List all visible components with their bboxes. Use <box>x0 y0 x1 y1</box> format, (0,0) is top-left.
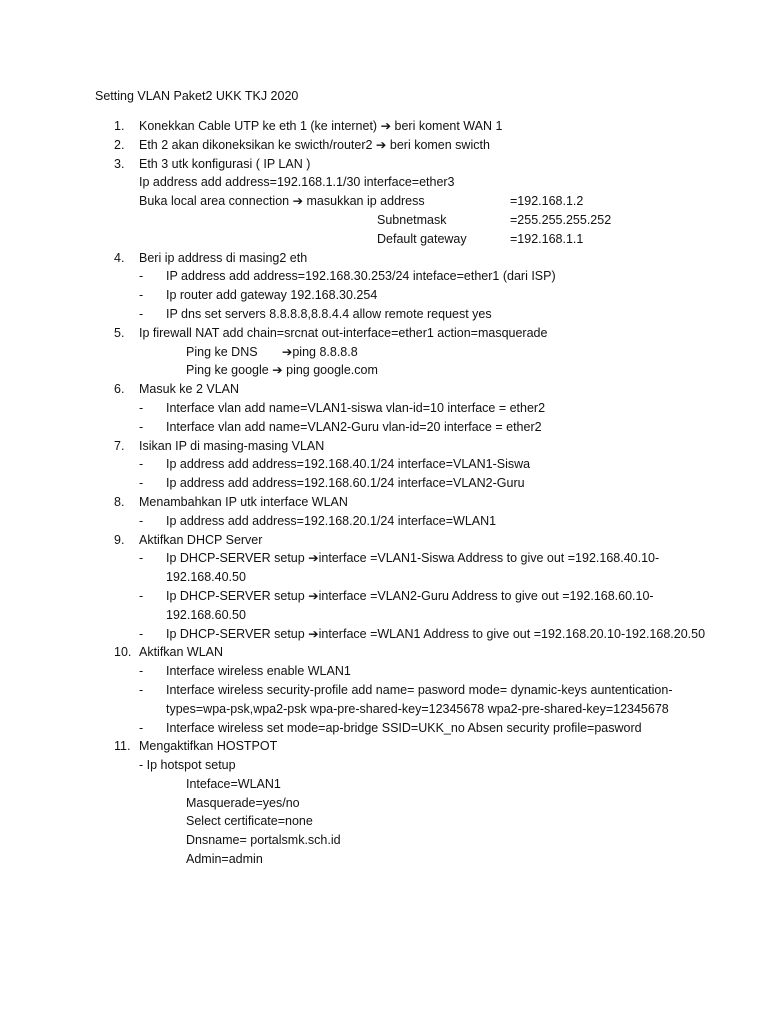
sub-item-text: Interface wireless enable WLAN1 <box>166 664 351 679</box>
sub-item-text: Ip DHCP-SERVER setup ➔interface =VLAN1-Siswa Address to give out =192.168.40.10-192.168.40.50 <box>166 551 660 585</box>
dash-bullet: - <box>139 288 144 303</box>
config-label: Buka local area connection ➔ masukkan ip address <box>139 194 425 209</box>
item-text: Aktifkan WLAN <box>139 645 224 660</box>
item-text: Menambahkan IP utk interface WLAN <box>139 494 348 509</box>
list-item <box>114 437 714 493</box>
item-number: 4. <box>114 250 125 265</box>
sub-item <box>139 625 714 644</box>
item-number: 10. <box>114 645 132 660</box>
sub-item-text: Ip DHCP-SERVER setup ➔interface =VLAN2-Guru Address to give out =192.168.60.10-192.168.60.50 <box>166 588 654 622</box>
item-line: Ping ke DNS ➔ping 8.8.8.8 <box>186 344 358 359</box>
hotspot-setting: Inteface=WLAN1 <box>186 776 281 791</box>
dash-bullet: - <box>139 588 144 603</box>
list-item <box>114 324 714 380</box>
sub-item <box>139 512 714 531</box>
hotspot-setting: Masquerade=yes/no <box>186 795 300 810</box>
item-number: 2. <box>114 137 125 152</box>
ip-config-row <box>139 211 714 230</box>
item-number: 11. <box>114 739 131 754</box>
sub-item-text: Ip address add address=192.168.40.1/24 interface=VLAN1-Siswa <box>166 457 531 472</box>
sub-item-text: Interface wireless security-profile add name= pasword mode= dynamic-keys auntentication-types=wpa-psk,wpa2-psk wpa-pre-shared-key=12345678 wpa2-pre-shared-key=12345678 <box>166 682 673 716</box>
sub-item-text: Interface wireless set mode=ap-bridge SSID=UKK_no Absen security profile=pasword <box>166 720 642 735</box>
item-text: Ip firewall NAT add chain=srcnat out-interface=ether1 action=masquerade <box>139 325 548 340</box>
sub-item-text: Ip address add address=192.168.60.1/24 interface=VLAN2-Guru <box>166 476 525 491</box>
dash-bullet: - <box>139 476 144 491</box>
config-value: =192.168.1.2 <box>510 194 584 209</box>
sub-item <box>139 305 714 324</box>
dash-bullet: - <box>139 269 144 284</box>
list-item <box>114 117 714 136</box>
sub-item-text: Interface vlan add name=VLAN2-Guru vlan-id=20 interface = ether2 <box>166 419 542 434</box>
list-item <box>114 737 714 869</box>
item-text: Masuk ke 2 VLAN <box>139 382 240 397</box>
config-value: =255.255.255.252 <box>510 212 612 227</box>
hotspot-setting: Dnsname= portalsmk.sch.id <box>186 833 341 848</box>
item-number: 9. <box>114 532 125 547</box>
item-number: 1. <box>114 119 125 133</box>
dash-bullet: - <box>139 419 144 434</box>
item-number: 6. <box>114 382 125 397</box>
document-title: Setting VLAN Paket2 UKK TKJ 2020 <box>95 89 299 103</box>
item-text: Isikan IP di masing-masing VLAN <box>139 438 325 453</box>
list-item <box>114 643 714 737</box>
item-text: Beri ip address di masing2 eth <box>139 250 308 265</box>
dash-bullet: - <box>139 306 144 321</box>
ip-config-row <box>139 230 714 249</box>
list-item <box>114 493 714 531</box>
config-label: Subnetmask <box>377 212 447 227</box>
item-number: 5. <box>114 325 125 340</box>
item-number: 7. <box>114 438 125 453</box>
sub-item-text: IP dns set servers 8.8.8.8,8.8.4.4 allow remote request yes <box>166 306 492 321</box>
dash-bullet: - <box>139 664 144 679</box>
list-item <box>114 531 714 644</box>
sub-item <box>139 474 714 493</box>
dash-bullet: - <box>139 457 144 472</box>
item-line: Ping ke google ➔ ping google.com <box>186 363 378 378</box>
sub-item <box>139 662 714 681</box>
sub-item-text: IP address add address=192.168.30.253/24 inteface=ether1 (dari ISP) <box>166 269 556 284</box>
list-item <box>114 380 714 436</box>
list-item <box>114 249 714 324</box>
ip-config-row <box>139 192 714 211</box>
config-label: Default gateway <box>377 231 467 246</box>
sub-item <box>139 549 714 587</box>
config-value: =192.168.1.1 <box>510 231 584 246</box>
steps-list <box>114 117 714 869</box>
item-number: 8. <box>114 494 125 509</box>
sub-item <box>139 286 714 305</box>
sub-item <box>139 267 714 286</box>
dash-bullet: - <box>139 551 144 566</box>
hotspot-setting: Admin=admin <box>186 852 263 867</box>
sub-item <box>139 399 714 418</box>
item-number: 3. <box>114 156 125 171</box>
item-text: Eth 2 akan dikoneksikan ke swicth/router2 ➔ beri komen swicth <box>139 137 490 152</box>
sub-item <box>139 455 714 474</box>
item-text: Mengaktifkan HOSTPOT <box>139 739 278 754</box>
sub-item <box>139 587 714 625</box>
hotspot-setting: Select certificate=none <box>186 814 313 829</box>
item-text: Konekkan Cable UTP ke eth 1 (ke internet) ➔ beri koment WAN 1 <box>139 119 503 133</box>
list-item <box>114 136 714 155</box>
sub-item-text: Ip DHCP-SERVER setup ➔interface =WLAN1 Address to give out =192.168.20.10-192.168.20.50 <box>166 626 706 641</box>
item-text: Aktifkan DHCP Server <box>139 532 263 547</box>
dash-bullet: - <box>139 720 144 735</box>
sub-item <box>139 719 714 738</box>
dash-bullet: - <box>139 400 144 415</box>
sub-item-text: Ip address add address=192.168.20.1/24 interface=WLAN1 <box>166 513 497 528</box>
list-item <box>114 155 714 249</box>
item-text: Eth 3 utk konfigurasi ( IP LAN ) <box>139 156 311 171</box>
sub-item-text: Interface vlan add name=VLAN1-siswa vlan-id=10 interface = ether2 <box>166 400 546 415</box>
dash-bullet: - <box>139 682 144 697</box>
sub-item-text: Ip router add gateway 192.168.30.254 <box>166 288 378 303</box>
item-line: - Ip hotspot setup <box>139 758 236 773</box>
sub-item <box>139 418 714 437</box>
dash-bullet: - <box>139 513 144 528</box>
dash-bullet: - <box>139 626 144 641</box>
sub-item <box>139 681 714 719</box>
item-line: Ip address add address=192.168.1.1/30 interface=ether3 <box>139 175 455 190</box>
